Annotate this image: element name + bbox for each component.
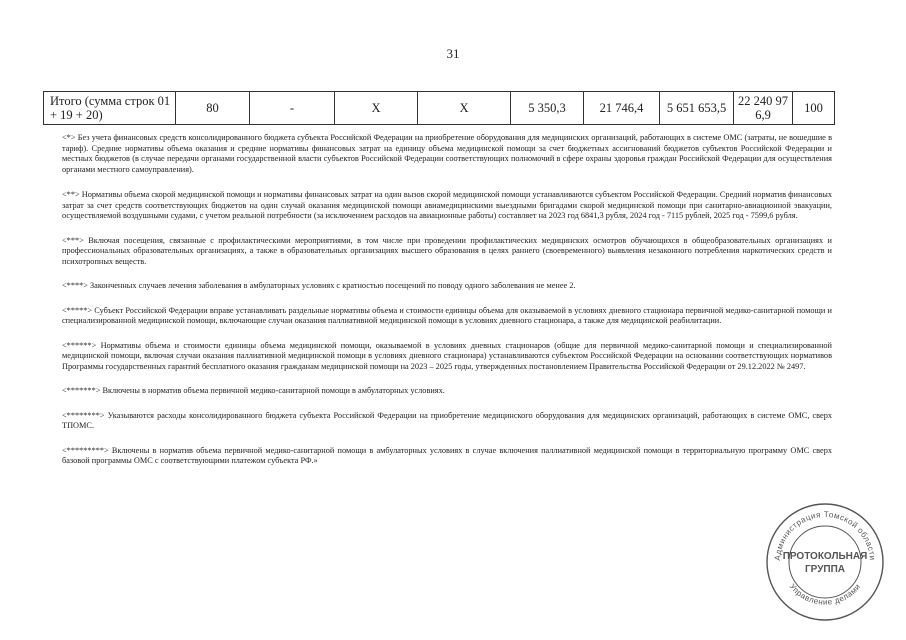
footnote: <*********> Включены в норматив объема первичной медико-санитарной помощи в амбулаторных условиях в случае включения паллиативной медицинской помощи в территориальную программу ОМС сверх базовой программы ОМС с соответствующими платежом субъекта РФ.» <box>62 445 832 465</box>
cell: Х <box>335 92 418 125</box>
page-number: 31 <box>446 46 460 61</box>
cell: 21 746,4 <box>584 92 660 125</box>
stamp-line-1: ПРОТОКОЛЬНАЯ <box>782 551 868 562</box>
cell: - <box>250 92 335 125</box>
footnote: <******> Нормативы объема и стоимости единицы объема медицинской помощи, оказываемой в условиях дневных стационаров (общие для первичной медико-санитарной помощи и специализированной медицинской помощи, включая случаи оказания паллиативной медицинской помощи в условиях дневного стационара) устанавливаются субъектом Российской Федерации на основании соответствующих нормативов Программы государственных гарантий бесплатного оказания гражданам медицинской помощи на 2023 – 2025 годы, утвержденных постановлением Правительства Российской Федерации от 29.12.2022 № 2497. <box>62 340 832 371</box>
cell: 22 240 97 6,9 <box>734 92 793 125</box>
stamp-outer-bottom-text: Управление делами <box>787 582 863 607</box>
cell-line-number: 80 <box>176 92 250 125</box>
footnote: <*****> Субъект Российской Федерации вправе устанавливать раздельные нормативы объема и стоимости единицы объема для оказываемой в условиях дневного стационара первичной медико-санитарной помощи и специализированной медицинской помощи, включающие случаи оказания паллиативной медицинской помощи в условиях дневного стационара, а также для медицинской реабилитации. <box>62 305 832 325</box>
footnote: <********> Указываются расходы консолидированного бюджета субъекта Российской Федерации на приобретение медицинского оборудования для медицинских организаций, работающих в системе ОМС, сверх ТПОМС. <box>62 410 832 430</box>
stamp-line-2: ГРУППА <box>804 564 846 575</box>
cell: Х <box>418 92 511 125</box>
stamp-inner-ring <box>789 526 861 598</box>
cell: 5 350,3 <box>511 92 584 125</box>
cell: 100 <box>793 92 835 125</box>
cell: 5 651 653,5 <box>660 92 734 125</box>
seal-stamp <box>763 500 887 624</box>
footnote: <****> Законченных случаев лечения заболевания в амбулаторных условиях с кратностью посещений по поводу одного заболевания не менее 2. <box>62 281 576 290</box>
stamp-outer-top-text: Администрация Томской области <box>772 509 878 561</box>
footnote: <*> Без учета финансовых средств консолидированного бюджета субъекта Российской Федерации на приобретение оборудования для медицинских организаций, работающих в системе ОМС (затраты, не вошедшие в тариф). Средние нормативы объема оказания и средние нормативы финансовых затрат на единицу объема медицинской помощи за счет бюджетных ассигнований бюджетов субъектов Российской Федерации и местных бюджетов (в случае передачи органами государственной власти субъектов Российской Федерации соответствующих полномочий в сфере охраны здоровья граждан Российской Федерации для осуществления органами местного самоуправления). <box>62 133 832 174</box>
footnote: <*******> Включены в норматив объема первичной медико-санитарной помощи в амбулаторных условиях. <box>62 386 445 395</box>
summary-table <box>43 91 835 125</box>
footnotes <box>62 133 832 481</box>
total-row <box>44 92 835 125</box>
row-label: Итого (сумма строк 01 + 19 + 20) <box>44 92 176 125</box>
footnote: <**> Нормативы объема скорой медицинской помощи и нормативы финансовых затрат на один вызов скорой медицинской помощи устанавливаются субъектом Российской Федерации. Средний норматив финансовых затрат за счет средств соответствующих бюджетов на один случай оказания медицинской помощи авиамедицинскими выездными бригадами скорой медицинской помощи при санитарно-авиационной эвакуации, осуществляемой воздушными судами, с учетом реальной потребности (за исключением расходов на авиационные работы) составляет на 2023 год 6841,3 рубля, 2024 год - 7115 рублей, 2025 год - 7599,6 рубля. <box>62 190 832 220</box>
footnote: <***> Включая посещения, связанные с профилактическими мероприятиями, в том числе при проведении профилактических медицинских осмотров обучающихся в общеобразовательных организациях и профессиональных образовательных организациях, а также в образовательных организациях высшего образования в целях раннего (своевременного) выявления незаконного потребления наркотических средств и психотропных веществ. <box>62 235 832 266</box>
